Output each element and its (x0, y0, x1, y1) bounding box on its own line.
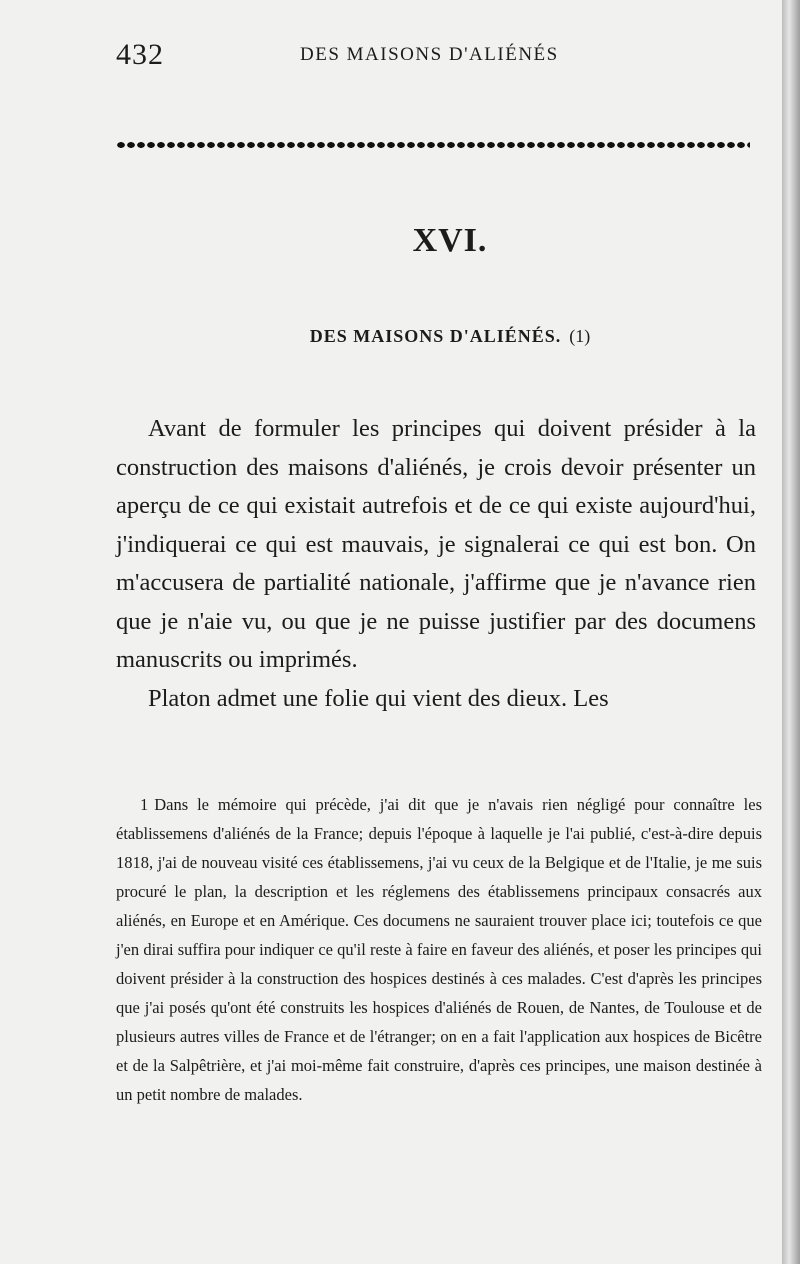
paragraph: Avant de formuler les principes qui doivent présider à la construction des maisons d'aliénés, je crois devoir présenter un aperçu de ce qui existait autrefois et de ce qui existe aujourd'hui, j'indiquerai ce qui est mauvais, je signalerai ce qui est bon. On m'accusera de partialité nationale, j'affirme que je n'avance rien que je n'aie vu, ou que je ne puisse justifier par des documens manuscrits ou imprimés. (116, 415, 756, 673)
footnote-text: Dans le mémoire qui précède, j'ai dit que je n'avais rien négligé pour connaître les établissemens d'aliénés de la France; depuis l'époque à laquelle je l'ai publié, c'est-à-dire depuis 1818, j'ai de nouveau visité ces établissemens, j'ai vu ceux de la Belgique et de l'Italie, je me suis procuré le plan, la description et les réglemens des établissemens principaux consacrés aux aliénés, en Europe et en Amérique. Ces documens ne sauraient trouver place ici; toutefois ce que j'en dirai suffira pour indiquer ce qu'il reste à faire en faveur des aliénés, et poser les principes qui doivent présider à la construction des hospices destinés à ces malades. C'est d'après les principes que j'ai posés qu'ont été construits les hospices d'aliénés de Rouen, de Nantes, de Toulouse et de plusieurs autres villes de France et de l'étranger; on en a fait l'application aux hospices de Bicêtre et de la Salpêtrière, et j'ai moi-même fait construire, d'après ces principes, une maison destinée à un petit nombre de malades. (116, 795, 762, 1104)
chapter-title: DES MAISONS D'ALIÉNÉS. (309, 326, 562, 346)
page-number: 432 (116, 38, 164, 71)
page-edge (782, 0, 800, 1264)
page-header (0, 38, 782, 78)
running-head: DES MAISONS D'ALIÉNÉS (300, 44, 559, 65)
paragraph: Platon admet une folie qui vient des dieux. Les (148, 684, 609, 712)
body-text (116, 410, 756, 718)
footnote-reference: (1) (569, 326, 591, 346)
ornamental-rule (116, 138, 750, 152)
chapter-number: XVI. (412, 222, 488, 259)
footnote-mark: 1 (140, 795, 149, 814)
footnote-paragraph (116, 790, 762, 1109)
footnote (116, 790, 762, 1109)
chapter-heading (0, 326, 800, 347)
